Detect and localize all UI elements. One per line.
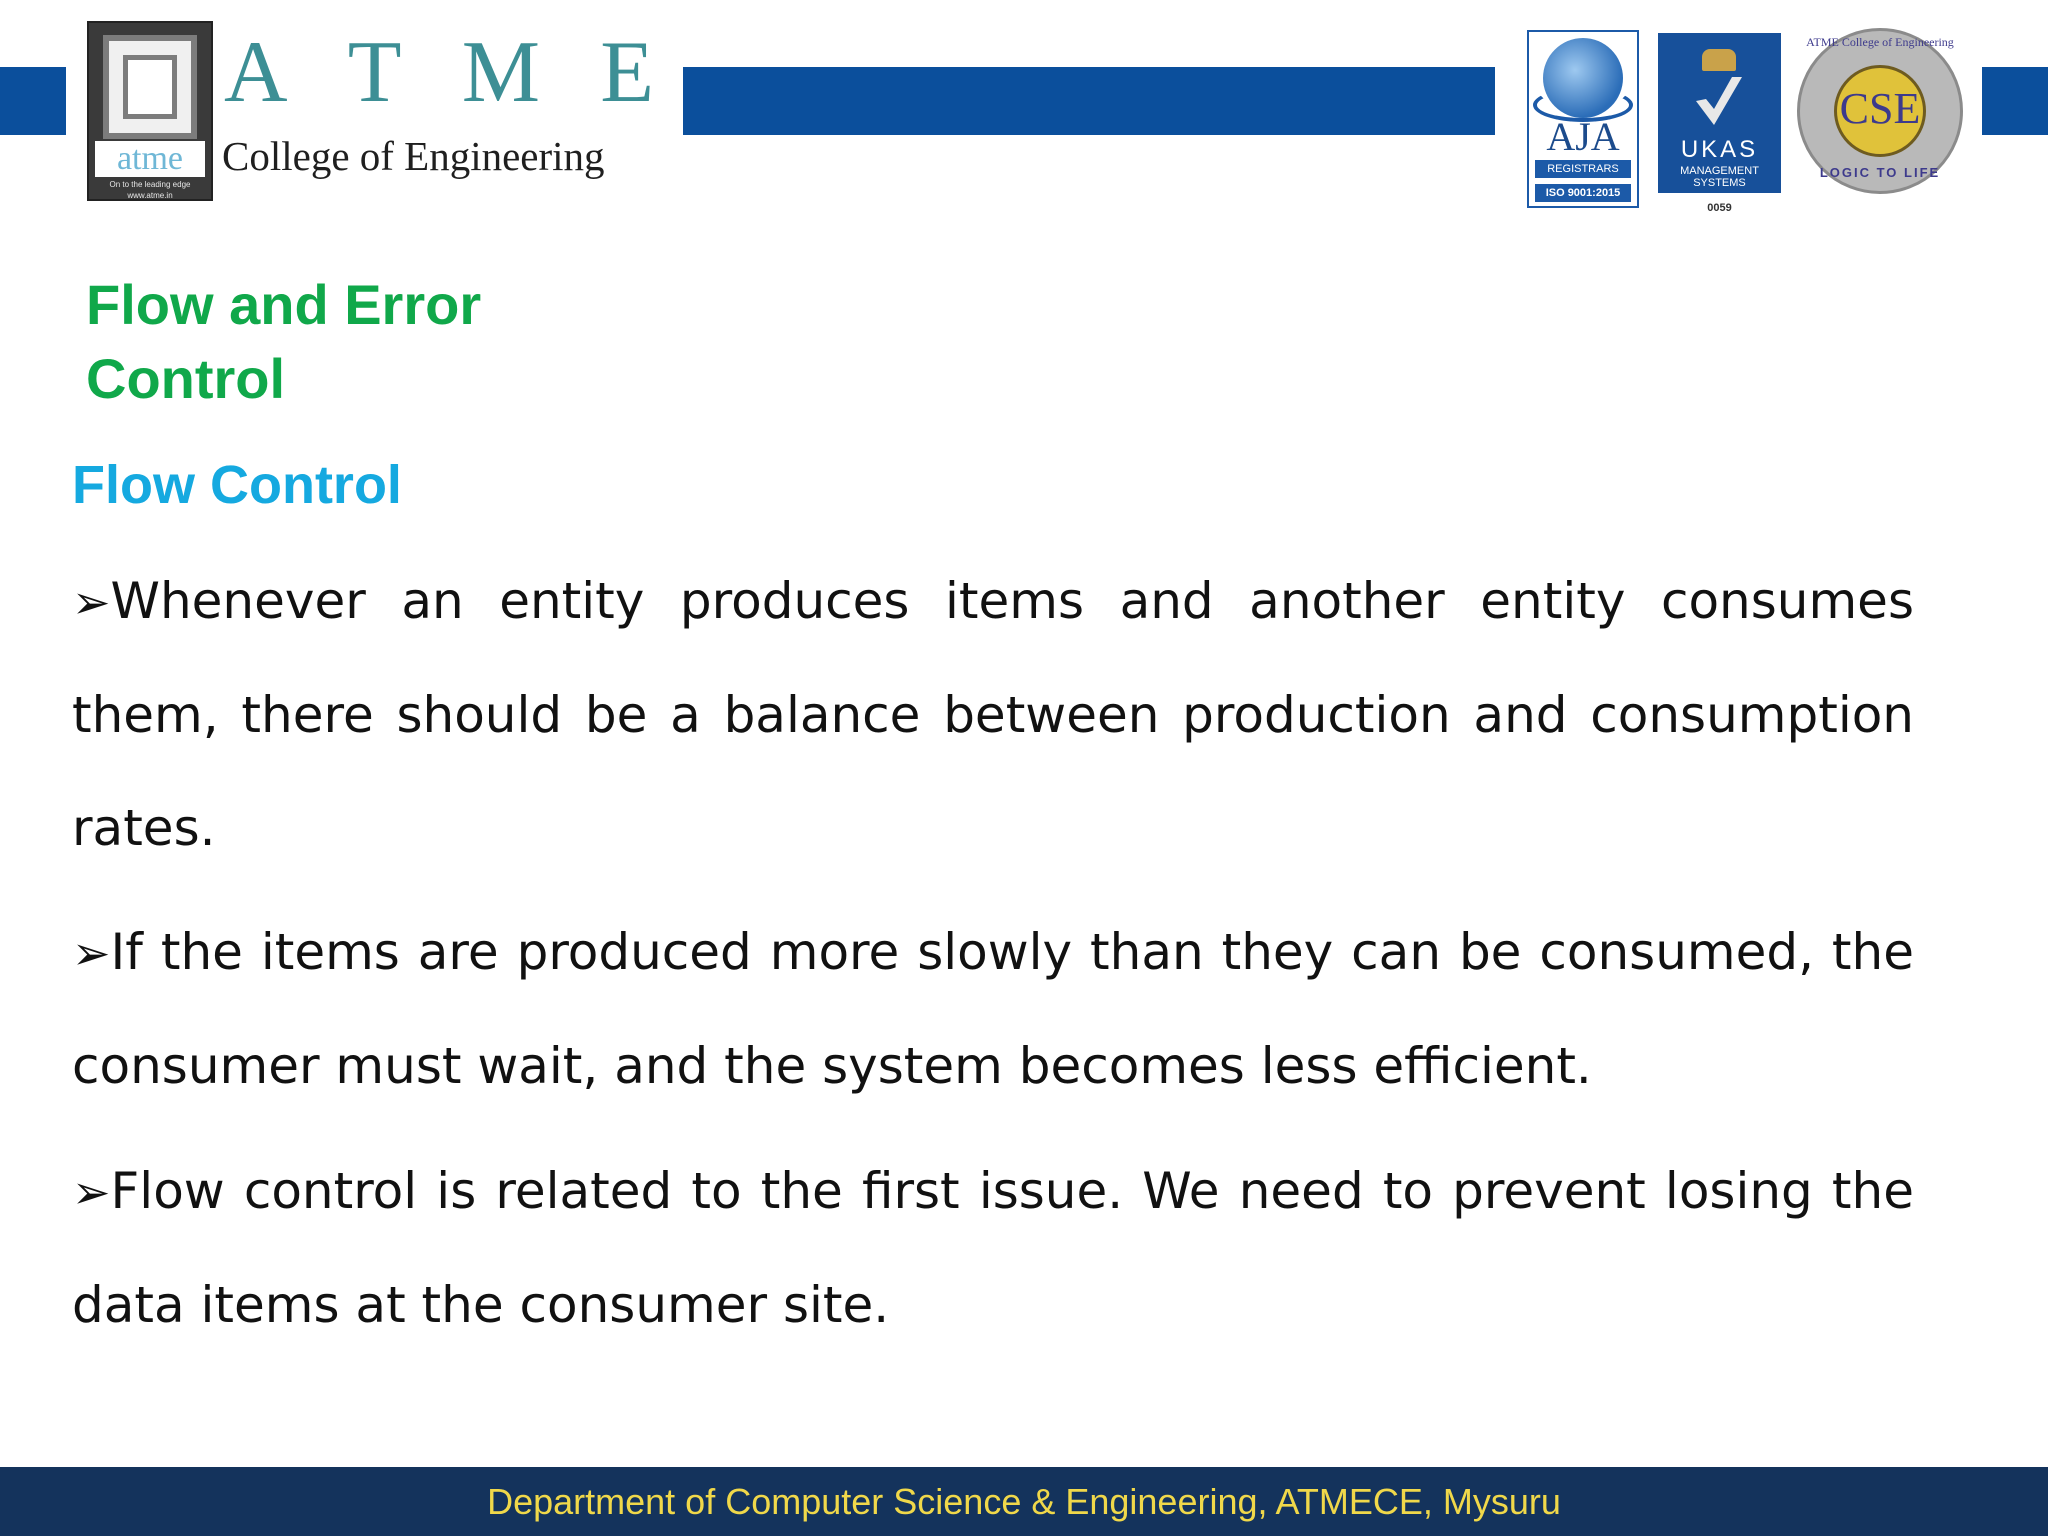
college-name: College of Engineering — [222, 133, 605, 179]
cse-seal-arc-top: ATME College of Engineering — [1806, 35, 1954, 49]
header-bar-middle — [683, 67, 1495, 135]
bullet-item — [72, 896, 1914, 1123]
section-heading: Flow Control — [72, 455, 402, 515]
aja-label: AJA — [1546, 114, 1620, 159]
bullet-text: If the items are produced more slowly than they can be consumed, the consumer must wait, and the system becomes less efficient. — [72, 923, 1914, 1095]
footer-bar — [0, 1467, 2048, 1536]
ukas-certification-badge — [1658, 33, 1781, 193]
bullet-item — [72, 1135, 1914, 1362]
logo-url: www.atme.in — [127, 191, 173, 200]
arrowhead-bullet-icon: ➢ — [72, 926, 111, 980]
logo-emblem-icon — [103, 35, 197, 139]
checkmark-icon — [1692, 71, 1746, 133]
aja-iso-label: ISO 9001:2015 — [1535, 184, 1631, 202]
atme-letter: T — [347, 24, 402, 121]
aja-certification-badge — [1527, 30, 1639, 208]
logo-tagline: On to the leading edge — [109, 180, 191, 189]
atme-letter: E — [600, 24, 654, 121]
ukas-line1: MANAGEMENT — [1680, 165, 1759, 177]
arrowhead-bullet-icon: ➢ — [72, 1165, 111, 1219]
atme-letter: M — [461, 24, 541, 121]
crown-icon — [1702, 49, 1736, 71]
cse-seal-center — [1834, 65, 1926, 157]
atme-letter: A — [224, 24, 288, 121]
ukas-label: UKAS — [1680, 136, 1759, 163]
cse-seal-arc-bottom: LOGIC TO LIFE — [1819, 165, 1941, 180]
cse-seal — [1797, 28, 1963, 194]
atme-logo — [87, 21, 213, 201]
logo-wordmark: atme — [95, 141, 205, 177]
bullet-text: Whenever an entity produces items and another entity consumes them, there should be a balance between production and consumption rates. — [72, 572, 1914, 857]
slide-title: Flow and Error Control — [86, 273, 482, 410]
ukas-number: 0059 — [1707, 202, 1732, 214]
cse-label: CSE — [1839, 84, 1921, 133]
aja-registrars-label: REGISTRARS — [1535, 160, 1631, 178]
bullet-item — [72, 545, 1914, 885]
footer-text: Department of Computer Science & Engineering, ATMECE, Mysuru — [487, 1481, 1561, 1522]
ukas-line2: SYSTEMS — [1693, 177, 1746, 189]
arrowhead-bullet-icon: ➢ — [72, 575, 111, 629]
header-bar-right — [1982, 67, 2048, 135]
bullet-text: Flow control is related to the first issue. We need to prevent losing the data items at the consumer site. — [72, 1162, 1914, 1334]
atme-title — [224, 24, 654, 121]
header-bar-left — [0, 67, 66, 135]
